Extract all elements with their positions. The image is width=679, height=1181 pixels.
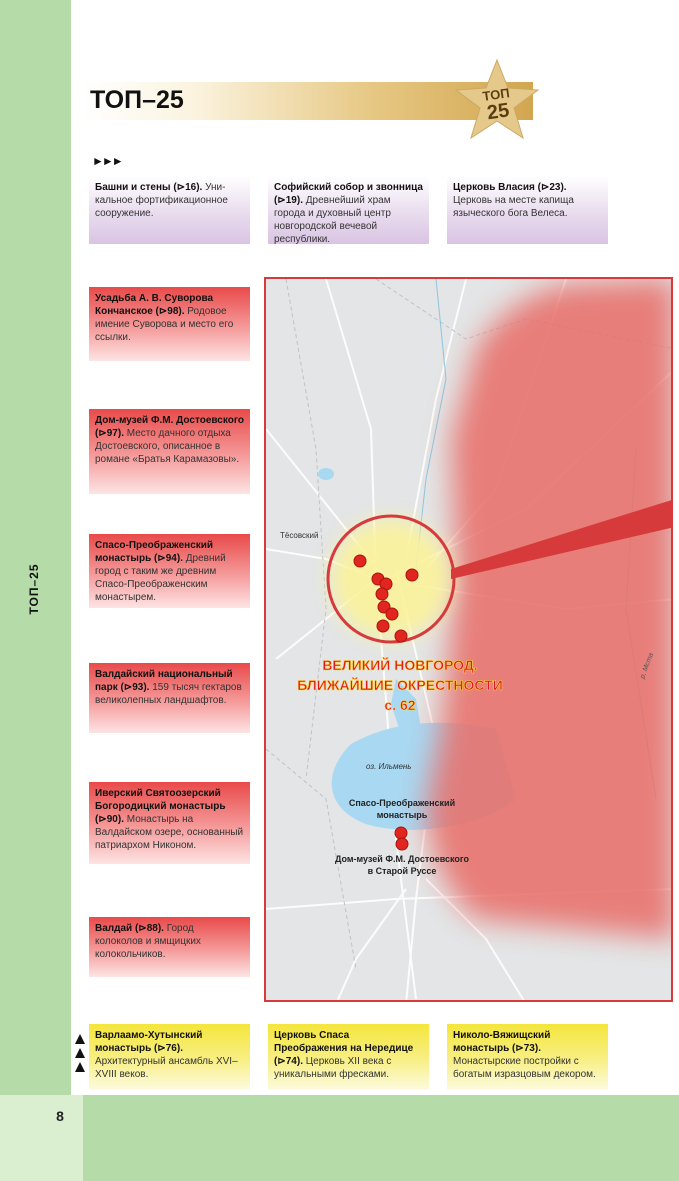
page-title: ТОП–25 xyxy=(90,86,184,114)
card-sofia-cathedral[interactable]: Софийский собор и звонница (⊳19). Древнейший храм города и духовный центр новгородской вечевой республики. xyxy=(268,176,429,244)
badge-number-text: 25 xyxy=(485,99,511,125)
side-section-label: ТОП–25 xyxy=(27,563,41,615)
card-suvorov-estate[interactable]: Усадьба А. В. Суворова Кончанское (⊳98). Родовое имение Суворова и место его ссылки. xyxy=(89,287,250,361)
novgorod-highlight xyxy=(331,519,451,639)
card-varlaamo-monastery[interactable]: Варлаамо-Хутынский монастырь (⊳76). Архитектурный ансамбль XVI–XVIII веков. xyxy=(89,1024,250,1090)
svg-text:ВЕЛИКИЙ НОВГОРОД.: ВЕЛИКИЙ НОВГОРОД. xyxy=(322,657,478,673)
svg-text:в Старой Руссе: в Старой Руссе xyxy=(367,866,437,876)
card-nikolo-monastery[interactable]: Николо-Вяжищский монастырь (⊳73). Монастырские постройки с богатым изразцовым декором. xyxy=(447,1024,608,1090)
river-label: р. Мста xyxy=(639,652,656,680)
svg-text:Дом-музей Ф.М. Достоевского: Дом-музей Ф.М. Достоевского xyxy=(334,854,470,864)
sidebar-green-band xyxy=(0,0,71,1095)
map-canvas xyxy=(266,279,673,1002)
svg-text:монастырь: монастырь xyxy=(376,810,428,820)
svg-text:Спасо-Преображенский: Спасо-Преображенский xyxy=(348,798,456,808)
svg-text:с. 62: с. 62 xyxy=(384,697,416,713)
top25-star-badge xyxy=(452,56,542,146)
lake-label: оз. Ильмень xyxy=(366,762,412,771)
card-iversky-monastery[interactable]: Иверский Святоозерский Богородицкий монастырь (⊳90). Монастырь на Валдайском озере, основанный патриархом Никоном. xyxy=(89,782,250,864)
badge-top-text: ТОП xyxy=(481,85,511,104)
svg-text:БЛИЖАЙШИЕ ОКРЕСТНОСТИ: БЛИЖАЙШИЕ ОКРЕСТНОСТИ xyxy=(297,677,503,693)
card-neredica-church[interactable]: Церковь Спаса Преображения на Нередице (⊳74). Церковь XII века с уникальными фресками. xyxy=(268,1024,429,1090)
up-arrows-icon xyxy=(74,1034,88,1076)
card-towers-walls[interactable]: Башни и стены (⊳16). Уни-кальное фортификационное сооружение. xyxy=(89,176,250,244)
region-map[interactable] xyxy=(264,277,673,1002)
card-spaso-monastery[interactable]: Спасо-Преображенский монастырь (⊳94). Древний город с таким же древним Спасо-Преображенским монастырем. xyxy=(89,534,250,608)
direction-arrows: ►►► xyxy=(92,154,122,168)
card-valdai-park[interactable]: Валдайский национальный парк (⊳93). 159 тысяч гектаров великолепных ландшафтов. xyxy=(89,663,250,733)
card-valdai-town[interactable]: Валдай (⊳88). Город колоколов и ямщицких колокольчиков. xyxy=(89,917,250,977)
card-vlasiy-church[interactable]: Церковь Власия (⊳23). Церковь на месте капища языческого бога Велеса. xyxy=(447,176,608,244)
village-label: Тёсовский xyxy=(280,531,319,540)
page-number: 8 xyxy=(56,1108,64,1124)
card-dostoevsky-museum[interactable]: Дом-музей Ф.М. Достоевского (⊳97). Место дачного отдыха Достоевского, описанное в романе «Братья Карамазовы». xyxy=(89,409,250,494)
